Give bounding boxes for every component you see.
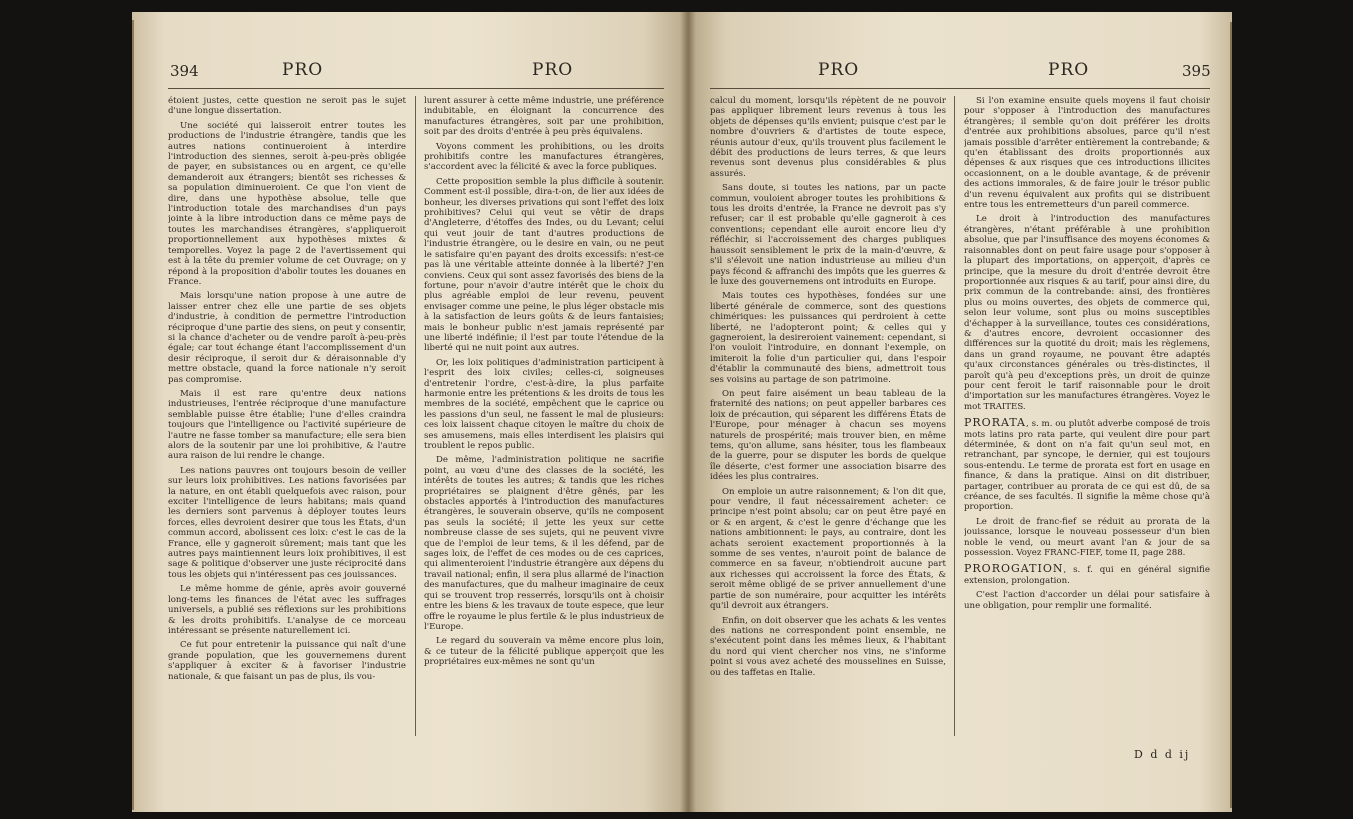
paragraph: Sans doute, si toutes les nations, par un pacte commun, vouloient abroger toutes les prohibitions & tous les droits d'entrée, la France ne devroit pas s'y refuser; car il est probable qu'elle gagneroit à ces conventions; cependant elle auroit encore lieu d'y réfléchir, si l'accroissement des charges publiques haussoit sensiblement le prix de la main-d'œuvre, & s'il s'élevoit une nation industrieuse au milieu d'un pays fécond & affranchi des impôts que les guerres & le luxe des gouvernemens ont introduits en Europe. bbox=[710, 183, 946, 287]
left-column-1 bbox=[168, 96, 406, 746]
right-head-rule bbox=[710, 88, 1210, 89]
right-column-2 bbox=[964, 96, 1210, 746]
right-column-1 bbox=[710, 96, 946, 746]
paragraph: De même, l'administration politique ne sacrifie point, au vœu d'une des classes de la société, les intérêts de toutes les autres; & tandis que les riches propriétaires se plaignent d'être gênés, par les obstacles apportés à l'introduction des manufactures étrangères, le souverain observe, qu'ils ne composent pas seuls la société; il jette les yeux sur cette nombreuse classe de ses sujets, qui ne peuvent vivre que de l'emploi de leur tems, & il les défend, par de sages loix, de l'effet de ces modes ou de ces caprices, qui alimenteroient l'industrie étrangère aux dépens du travail national; enfin, il sera plus allarmé de l'inaction des manufactures, que du malheur imaginaire de ceux qui se trouvent trop resserrés, lorsqu'ils ont à choisir entre les biens & les travaux de toute espece, que leur offre le royaume le plus fertile & le plus industrieux de l'Europe. bbox=[424, 455, 664, 632]
paragraph: Les nations pauvres ont toujours besoin de veiller sur leurs loix prohibitives. Les nations favorisées par la nature, en ont établi quelquefois avec raison, pour exciter l'intelligence de leurs habitans; mais quand les derniers sont parvenus à déployer toutes leurs forces, elles devroient desirer que tous les États, d'un commun accord, abolissent ces loix: c'est le cas de la France, elle y gagneroit sûrement; mais tant que les autres pays maintiennent leurs loix prohibitives, il est sage & politique d'observer une juste réciprocité dans tous les objets qui n'intéressent pas ces jouissances. bbox=[168, 465, 406, 580]
paragraph: C'est l'action d'accorder un délai pour satisfaire à une obligation, pour remplir une formalité. bbox=[964, 590, 1210, 611]
paragraph: Mais toutes ces hypothèses, fondées sur une liberté générale de commerce, sont des questions chimériques: les puissances qui perdroient à cette liberté, ne l'adopteront point; & celles qui y gagneroient, la desireroient vainement: cependant, si l'on vouloit l'introduire, en donnant l'exemple, on imiteroit la folie d'un particulier qui, dans l'espoir d'établir la communauté des biens, admettroit tous ses voisins au partage de son patrimoine. bbox=[710, 291, 946, 385]
left-running-head-2: PRO bbox=[532, 60, 574, 80]
paragraph: étoient justes, cette question ne seroit pas le sujet d'une longue dissertation. bbox=[168, 96, 406, 117]
right-running-head-1: PRO bbox=[818, 60, 860, 80]
left-column-divider bbox=[415, 96, 416, 736]
paragraph: lurent assurer à cette même industrie, une préférence indubitable, en éloignant la concurrence des manufactures étrangères, soit par une prohibition, soit par des droits d'entrée à peu près équivalens. bbox=[424, 96, 664, 138]
right-page-edge bbox=[1230, 22, 1232, 808]
left-page-edge bbox=[132, 20, 134, 810]
entry-definition: , s. f. qui en général signifie extension, prolongation. bbox=[964, 565, 1210, 586]
dictionary-entry-prorata bbox=[964, 418, 1210, 513]
open-book bbox=[132, 12, 1232, 812]
left-head-rule bbox=[168, 88, 664, 89]
paragraph: Le droit de franc-fief se réduit au prorata de la jouissance, lorsque le nouveau possesseur d'un bien noble le vend, ou meurt avant l'an & jour de sa possession. Voyez FRANC-FIEF, tome II, page 288. bbox=[964, 516, 1210, 559]
signature-mark: D d d ij bbox=[1134, 748, 1191, 761]
paragraph: On peut faire aisément un beau tableau de la fraternité des nations; on peut appeller barbares ces loix de précaution, qui séparent les différens États de l'Europe, pour ménager à chacun ses moyens naturels de prospérité; mais trouver bien, en même tems, qu'on allume, sans hésiter, tous les flambeaux de la guerre, pour se disputer les bords de quelque île déserte, c'est former une association bisarre des idées les plus contraires. bbox=[710, 388, 946, 483]
book-gutter bbox=[680, 12, 696, 812]
entry-term: PROROGATION bbox=[964, 562, 1064, 576]
right-page-number: 395 bbox=[1182, 62, 1211, 80]
dictionary-entry-prorogation bbox=[964, 564, 1210, 586]
left-column-2 bbox=[424, 96, 664, 746]
paragraph: Le regard du souverain va même encore plus loin, & ce tuteur de la félicité publique apperçoit que les propriétaires eux-mêmes ne sont qu'un bbox=[424, 636, 664, 668]
left-running-head-1: PRO bbox=[282, 60, 324, 80]
paragraph: Si l'on examine ensuite quels moyens il faut choisir pour s'opposer à l'introduction des manufactures étrangères; il semble qu'on doit préférer les droits d'entrée aux prohibitions absolues, parce qu'il n'est jamais possible d'arrêter entièrement la contrebande; & qu'en établissant des droits proportionnés aux dépenses & aux risques que ces introductions illicites occasionnent, on a le double avantage, & de prévenir des actions immorales, & de faire jouir le trésor public d'un revenu équivalent aux profits qui se distribuent entre tous les entremetteurs d'un pareil commerce. bbox=[964, 96, 1210, 211]
paragraph: Enfin, on doit observer que les achats & les ventes des nations ne correspondent point ensemble, ne s'exécutent point dans les mêmes lieux, & l'habitant du nord qui vient chercher nos vins, ne s'informe point si vous avez acheté des mousselines en Suisse, ou des taffetas en Italie. bbox=[710, 615, 946, 678]
paragraph: Le même homme de génie, après avoir gouverné long-tems les finances de l'état avec les suffrages universels, a publié ses réflexions sur les prohibitions & les droits prohibitifs. L'analyse de ce morceau intéressant se présente naturellement ici. bbox=[168, 584, 406, 636]
paragraph: Mais lorsqu'une nation propose à une autre de laisser entrer chez elle une partie de ses objets d'industrie, à condition de permettre l'introduction réciproque d'une partie des siens, on peut y consentir, si la chance d'acheter ou de vendre paroît à-peu-près égale; car tout échange étant l'accomplissement d'un desir réciproque, il seroit dur & déraisonnable d'y mettre obstacle, quand la force nationale n'y seroit pas compromise. bbox=[168, 291, 406, 385]
entry-term: PRORATA bbox=[964, 416, 1027, 430]
right-running-head-2: PRO bbox=[1048, 60, 1090, 80]
paragraph: calcul du moment, lorsqu'ils répètent de ne pouvoir pas appliquer librement leurs revenus à tous les objets de dépenses qu'ils envient; puisque c'est par le nombre d'ouvriers & d'artistes de toute espece, réunis autour d'eux, qu'ils trouvent plus facilement le débit des productions de leurs terres, & que leurs revenus sont devenus plus considérables & plus assurés. bbox=[710, 96, 946, 179]
paragraph: Ce fut pour entretenir la puissance qui naît d'une grande population, que les gouvernemens durent s'appliquer à exciter & à favoriser l'industrie nationale, & que faisant un pas de plus, ils vou- bbox=[168, 640, 406, 682]
paragraph: Une société qui laisseroit entrer toutes les productions de l'industrie étrangère, tandis que les autres nations continueroient à interdire l'introduction des siennes, seroit à-peu-près obligée de payer, en subsistances ou en argent, ce qu'elle demanderoit aux étrangers; bientôt ses richesses & sa population diminueroient. Ce que l'on vient de dire, dans une hypothèse absolue, telle que l'introduction totale des marchandises d'un pays jointe à la libre introduction dans ce même pays de toutes les marchandises étrangères, s'appliqueroit proportionnellement aux hypothèses mixtes & temporelles. Voyez la page 2 de l'avertissement qui est à la tête du premier volume de cet Ouvrage; on y répond à la proposition d'abolir toutes les douanes en France. bbox=[168, 120, 406, 287]
paragraph: On emploie un autre raisonnement; & l'on dit que, pour vendre, il faut nécessairement acheter: ce principe n'est point absolu; car on peut être payé en or & en argent, & c'est le genre d'échange que les nations ambitionnent: le pays, au contraire, dont les achats seroient exactement proportionnés à la somme de ses ventes, n'auroit point de balance de commerce en sa faveur, n'obtiendroit aucune part aux richesses qui accroissent la force des États, & seroit même obligé de se priver annuellement d'une partie de son numéraire, pour acquitter les intérêts qu'il devroit aux étrangers. bbox=[710, 486, 946, 612]
paragraph: Cette proposition semble la plus difficile à soutenir. Comment est-il possible, dira-t-on, de lier aux idées de bonheur, les diverses privations qui sont l'effet des loix prohibitives? Celui qui veut se vêtir de draps d'Angleterre, d'étoffes des Indes, ou du Levant; celui qui veut jouir de tant d'autres productions de l'industrie étrangère, ou le desire en vain, ou ne peut le satisfaire qu'en payant des droits excessifs: n'est-ce pas là une véritable atteinte donnée à la liberté? J'en conviens. Ceux qui sont assez favorisés des biens de la fortune, pour n'avoir d'autre intérêt que le choix du plus agréable emploi de leur revenu, peuvent envisager comme une peine, le plus léger obstacle mis à la satisfaction de leurs goûts & de leurs fantaisies; mais le bonheur public n'est jamais représenté par une liberté indéfinie; il l'est par toute l'étendue de la liberté qui ne nuit point aux autres. bbox=[424, 176, 664, 354]
paragraph: Voyons comment les prohibitions, ou les droits prohibitifs contre les manufactures étrangères, s'accordent avec la félicité & avec la force publiques. bbox=[424, 141, 664, 173]
left-page bbox=[132, 12, 688, 812]
right-column-divider bbox=[954, 96, 955, 736]
paragraph: Le droit à l'introduction des manufactures étrangères, n'étant préférable à une prohibition absolue, que par l'insuffisance des moyens économes & raisonnables dont on peut faire usage pour s'opposer à la plupart des importations, on apperçoit, d'après ce principe, que la mesure du droit d'entrée devroit être proportionnée aux risques & au tarif, pour ainsi dire, du prix commun de la contrebande: ainsi, des frontières plus ou moins ouvertes, des objets de commerce qui, selon leur volume, sont plus ou moins susceptibles d'échapper à la surveillance, toutes ces considérations, & d'autres encore, devroient occasionner des différences sur la quotité du droit; mais les règlemens, dans un grand royaume, ne pouvant être adaptés qu'aux circonstances générales ou très-distinctes, il paroît qu'à peu d'exceptions près, un droit de quinze pour cent feroit le tarif raisonnable pour le droit d'importation sur les manufactures étrangères. Voyez le mot TRAITES. bbox=[964, 214, 1210, 412]
paragraph: Mais il est rare qu'entre deux nations industrieuses, l'entrée réciproque d'une manufacture semblable puisse être établie; l'une d'elles craindra toujours que l'intelligence ou l'activité supérieure de l'autre ne fasse tomber sa manufacture; elle sera bien alors de la soutenir par une loi prohibitive, & l'autre aura raison de lui rendre le change. bbox=[168, 388, 406, 462]
paragraph: Or, les loix politiques d'administration participent à l'esprit des loix civiles; celles-ci, soigneuses d'entretenir l'ordre, c'est-à-dire, la plus parfaite harmonie entre les prétentions & les droits de tous les membres de la société, empêchent que le caprice ou les passions d'un seul, ne fassent le mal de plusieurs: ces loix laissent chaque citoyen le maître du choix de ses amusemens, mais elles interdisent les plaisirs qui troublent le repos public. bbox=[424, 357, 664, 451]
left-page-number: 394 bbox=[170, 62, 199, 80]
entry-definition: , s. m. ou plutôt adverbe composé de trois mots latins pro rata parte, qui veulent dire pour part déterminée, & dont on n'a fait qu'un seul mot, en retranchant, par syncope, le dernier, qui est toujours sous-entendu. Le terme de prorata est fort en usage en finance, & dans la pratique. Ainsi on dit distribuer, partager, contribuer au prorata de ce qui est dû, de sa créance, de ses facultés. Il signifie la même chose qu'à proportion. bbox=[964, 419, 1210, 513]
right-page bbox=[688, 12, 1232, 812]
